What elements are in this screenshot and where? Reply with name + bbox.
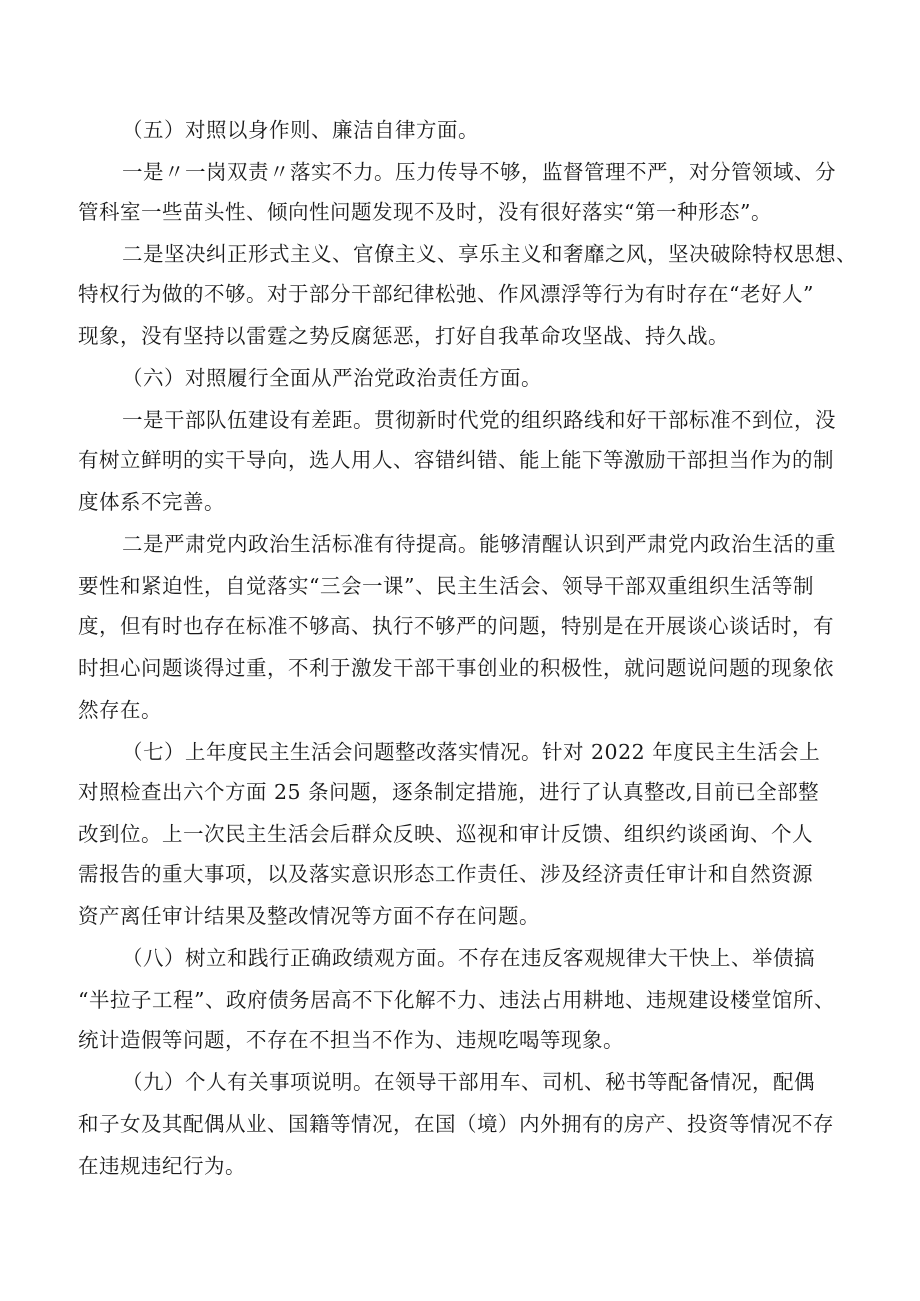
- paragraph-line: “半拉子工程”、政府债务居高不下化解不力、违法占用耕地、违规建设楼堂馆所、: [78, 988, 835, 1012]
- paragraph-line: 资产离任审计结果及整改情况等方面不存在问题。: [78, 904, 540, 928]
- paragraph-line: 改到位。上一次民主生活会后群众反映、巡视和审计反馈、组织约谈函询、个人: [78, 822, 813, 846]
- paragraph-line: 有树立鲜明的实干导向，选人用人、容错纠错、能上能下等激励干部担当作为的制: [78, 448, 834, 472]
- paragraph-line: 管科室一些苗头性、倾向性问题发现不及时，没有很好落实“第一种形态”。: [78, 200, 772, 224]
- paragraph-line: 要性和紧迫性，自觉落实“三会一课”、民主生活会、领导干部双重组织生活等制: [78, 574, 814, 598]
- paragraph-line: 时担心问题谈得过重，不利于激发干部干事创业的积极性，就问题说问题的现象依: [78, 656, 834, 680]
- section-heading-5: （五）对照以身作则、廉洁自律方面。: [122, 118, 479, 142]
- paragraph-line: 对照检查出六个方面 25 条问题，逐条制定措施，进行了认真整改,目前已全部整: [78, 780, 820, 804]
- section-heading-9: （九）个人有关事项说明。在领导干部用车、司机、秘书等配备情况，配偶: [122, 1070, 815, 1094]
- paragraph-line: 特权行为做的不够。对于部分干部纪律松弛、作风漂浮等行为有时存在“老好人”: [78, 282, 814, 306]
- paragraph-line: 和子女及其配偶从业、国籍等情况，在国（境）内外拥有的房产、投资等情况不存: [78, 1112, 834, 1136]
- paragraph-line: 度，但有时也存在标准不够高、执行不够严的问题，特别是在开展谈心谈话时，有: [78, 614, 834, 638]
- section-heading-8: （八）树立和践行正确政绩观方面。不存在违反客观规律大干快上、举债搞: [122, 946, 815, 970]
- paragraph-line: 一是干部队伍建设有差距。贯彻新时代党的组织路线和好干部标准不到位，没: [122, 408, 836, 432]
- paragraph-line: 二是坚决纠正形式主义、官僚主义、享乐主义和奢靡之风，坚决破除特权思想、: [122, 242, 857, 266]
- paragraph-line: 度体系不完善。: [78, 490, 225, 514]
- section-heading-6: （六）对照履行全面从严治党政治责任方面。: [122, 366, 542, 390]
- paragraph-line: 然存在。: [78, 698, 162, 722]
- paragraph-line: 需报告的重大事项，以及落实意识形态工作责任、涉及经济责任审计和自然资源: [78, 862, 813, 886]
- paragraph-line: 二是严肃党内政治生活标准有待提高。能够清醒认识到严肃党内政治生活的重: [122, 532, 836, 556]
- paragraph-line: 统计造假等问题，不存在不担当不作为、违规吃喝等现象。: [78, 1028, 624, 1052]
- paragraph-line: 一是〃一岗双责〃落实不力。压力传导不够，监督管理不严，对分管领域、分: [122, 160, 836, 184]
- section-heading-7: （七）上年度民主生活会问题整改落实情况。针对 2022 年度民主生活会上: [122, 740, 821, 764]
- paragraph-line: 现象，没有坚持以雷霆之势反腐惩恶，打好自我革命攻坚战、持久战。: [78, 324, 729, 348]
- paragraph-line: 在违规违纪行为。: [78, 1154, 246, 1178]
